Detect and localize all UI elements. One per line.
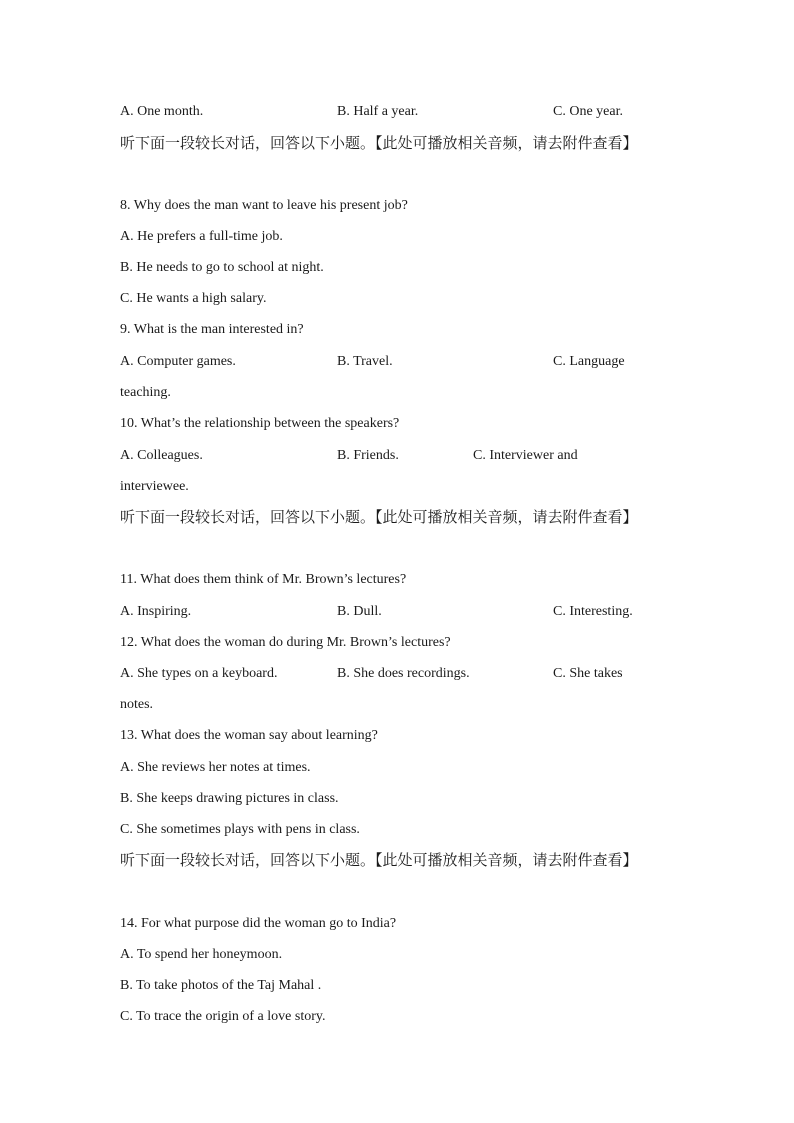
q10-option-a: A. Colleagues. [120, 448, 203, 463]
q8-question: 8. Why does the man want to leave his present job? [120, 198, 408, 213]
q10-option-c-continued: interviewee. [120, 479, 189, 494]
q12-option-a: A. She types on a keyboard. [120, 666, 278, 681]
q14-option-b: B. To take photos of the Taj Mahal . [120, 978, 322, 993]
q14-option-c: C. To trace the origin of a love story. [120, 1009, 326, 1024]
instruction-2: 听下面一段较长对话，回答以下小题。【此处可播放相关音频，请去附件查看】 [120, 508, 638, 526]
instruction-1: 听下面一段较长对话，回答以下小题。【此处可播放相关音频，请去附件查看】 [120, 134, 638, 152]
q11-option-c: C. Interesting. [553, 604, 633, 619]
q7-option-c: C. One year. [553, 104, 623, 119]
q11-option-b: B. Dull. [337, 604, 382, 619]
q9-option-c: C. Language [553, 354, 625, 369]
q8-option-b: B. He needs to go to school at night. [120, 260, 324, 275]
q11-option-a: A. Inspiring. [120, 604, 192, 619]
q8-option-a: A. He prefers a full-time job. [120, 229, 283, 244]
q12-option-b: B. She does recordings. [337, 666, 470, 681]
q8-option-c: C. He wants a high salary. [120, 291, 267, 306]
q12-question: 12. What does the woman do during Mr. Brown’s lectures? [120, 635, 451, 650]
q9-option-b: B. Travel. [337, 354, 393, 369]
q14-question: 14. For what purpose did the woman go to India? [120, 916, 397, 931]
q7-option-b: B. Half a year. [337, 104, 419, 119]
instruction-3: 听下面一段较长对话，回答以下小题。【此处可播放相关音频，请去附件查看】 [120, 851, 638, 869]
q14-option-a: A. To spend her honeymoon. [120, 947, 283, 962]
q7-option-a: A. One month. [120, 104, 204, 119]
q12-option-c-continued: notes. [120, 697, 154, 712]
q9-option-c-continued: teaching. [120, 385, 171, 400]
q9-question: 9. What is the man interested in? [120, 322, 304, 337]
q12-option-c: C. She takes [553, 666, 623, 681]
q9-option-a: A. Computer games. [120, 354, 236, 369]
q10-question: 10. What’s the relationship between the speakers? [120, 416, 400, 431]
q13-option-b: B. She keeps drawing pictures in class. [120, 791, 339, 806]
q13-question: 13. What does the woman say about learning? [120, 728, 378, 743]
q10-option-b: B. Friends. [337, 448, 399, 463]
q13-option-c: C. She sometimes plays with pens in class. [120, 822, 360, 837]
q10-option-c: C. Interviewer and [473, 448, 578, 463]
q11-question: 11. What does them think of Mr. Brown’s lectures? [120, 572, 407, 587]
q13-option-a: A. She reviews her notes at times. [120, 760, 311, 775]
